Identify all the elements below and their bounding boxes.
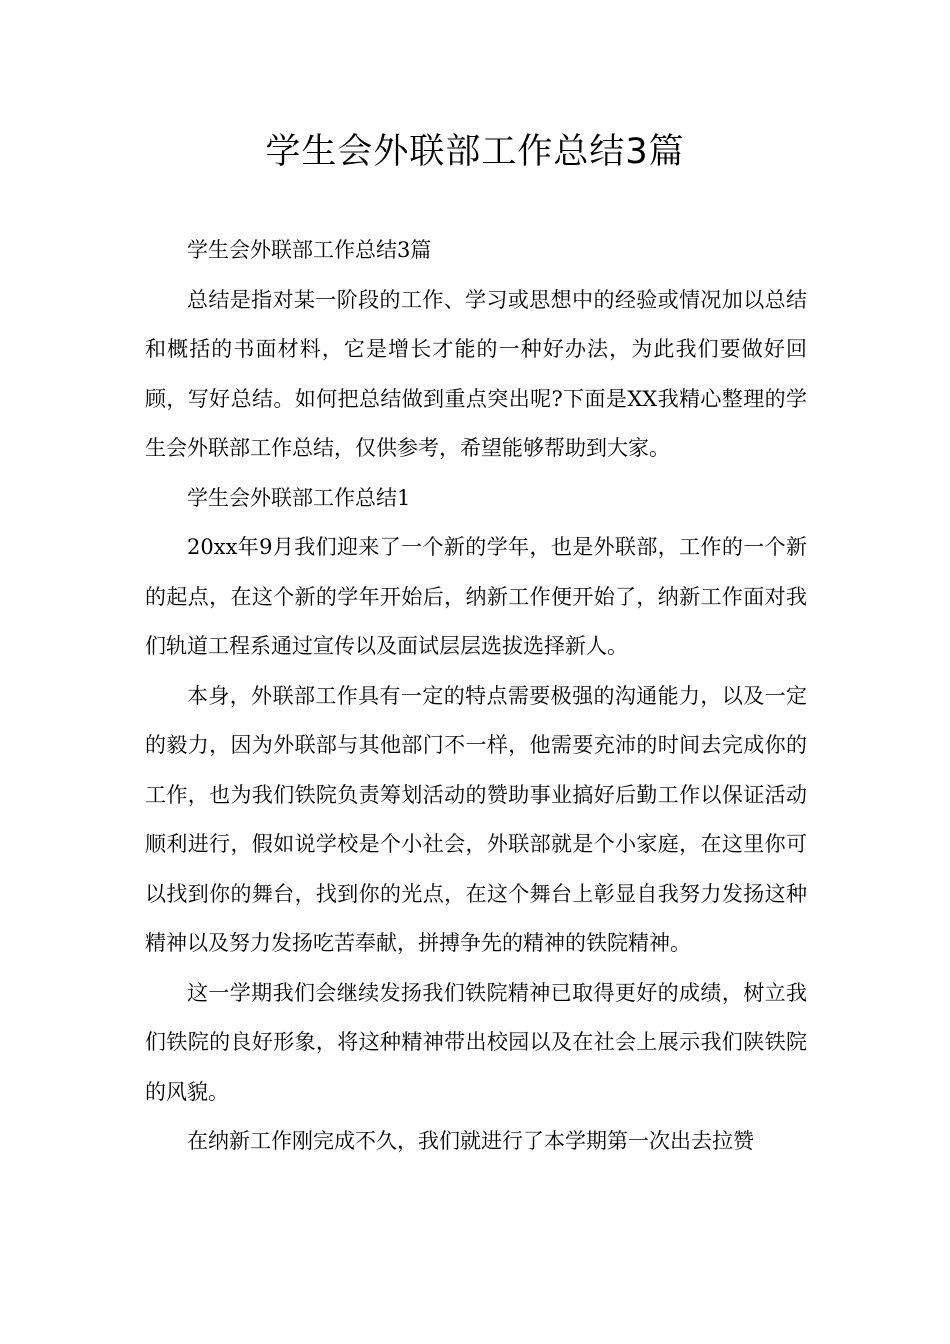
document-body bbox=[145, 226, 807, 1167]
paragraph-body: 20xx年9月我们迎来了一个新的学年，也是外联部，工作的一个新的起点，在这个新的学年开始后，纳新工作便开始了，纳新工作面对我们轨道工程系通过宣传以及面试层层选拔选择新人。 bbox=[145, 535, 807, 658]
paragraph-intro: 总结是指对某一阶段的工作、学习或思想中的经验或情况加以总结和概括的书面材料，它是增长才能的一种好办法，为此我们要做好回顾，写好总结。如何把总结做到重点突出呢?下面是XX我精心整理的学生会外联部工作总结，仅供参考，希望能够帮助到大家。 bbox=[145, 287, 807, 460]
paragraph-body: 本身，外联部工作具有一定的特点需要极强的沟通能力，以及一定的毅力，因为外联部与其他部门不一样，他需要充沛的时间去完成你的工作，也为我们铁院负责筹划活动的赞助事业搞好后勤工作以保证活动顺利进行，假如说学校是个小社会，外联部就是个小家庭，在这里你可以找到你的舞台，找到你的光点，在这个舞台上彰显自我努力发扬这种精神以及努力发扬吃苦奉献，拼搏争先的精神的铁院精神。 bbox=[145, 683, 807, 955]
document-title: 学生会外联部工作总结3篇 bbox=[265, 132, 685, 172]
paragraph-subtitle: 学生会外联部工作总结3篇 bbox=[187, 238, 432, 262]
paragraph-body: 在纳新工作刚完成不久，我们就进行了本学期第一次出去拉赞 bbox=[187, 1129, 754, 1153]
paragraph-body: 这一学期我们会继续发扬我们铁院精神已取得更好的成绩，树立我们铁院的良好形象，将这种精神带出校园以及在社会上展示我们陕铁院的风貌。 bbox=[145, 980, 807, 1104]
paragraph-section-heading: 学生会外联部工作总结1 bbox=[187, 485, 411, 510]
